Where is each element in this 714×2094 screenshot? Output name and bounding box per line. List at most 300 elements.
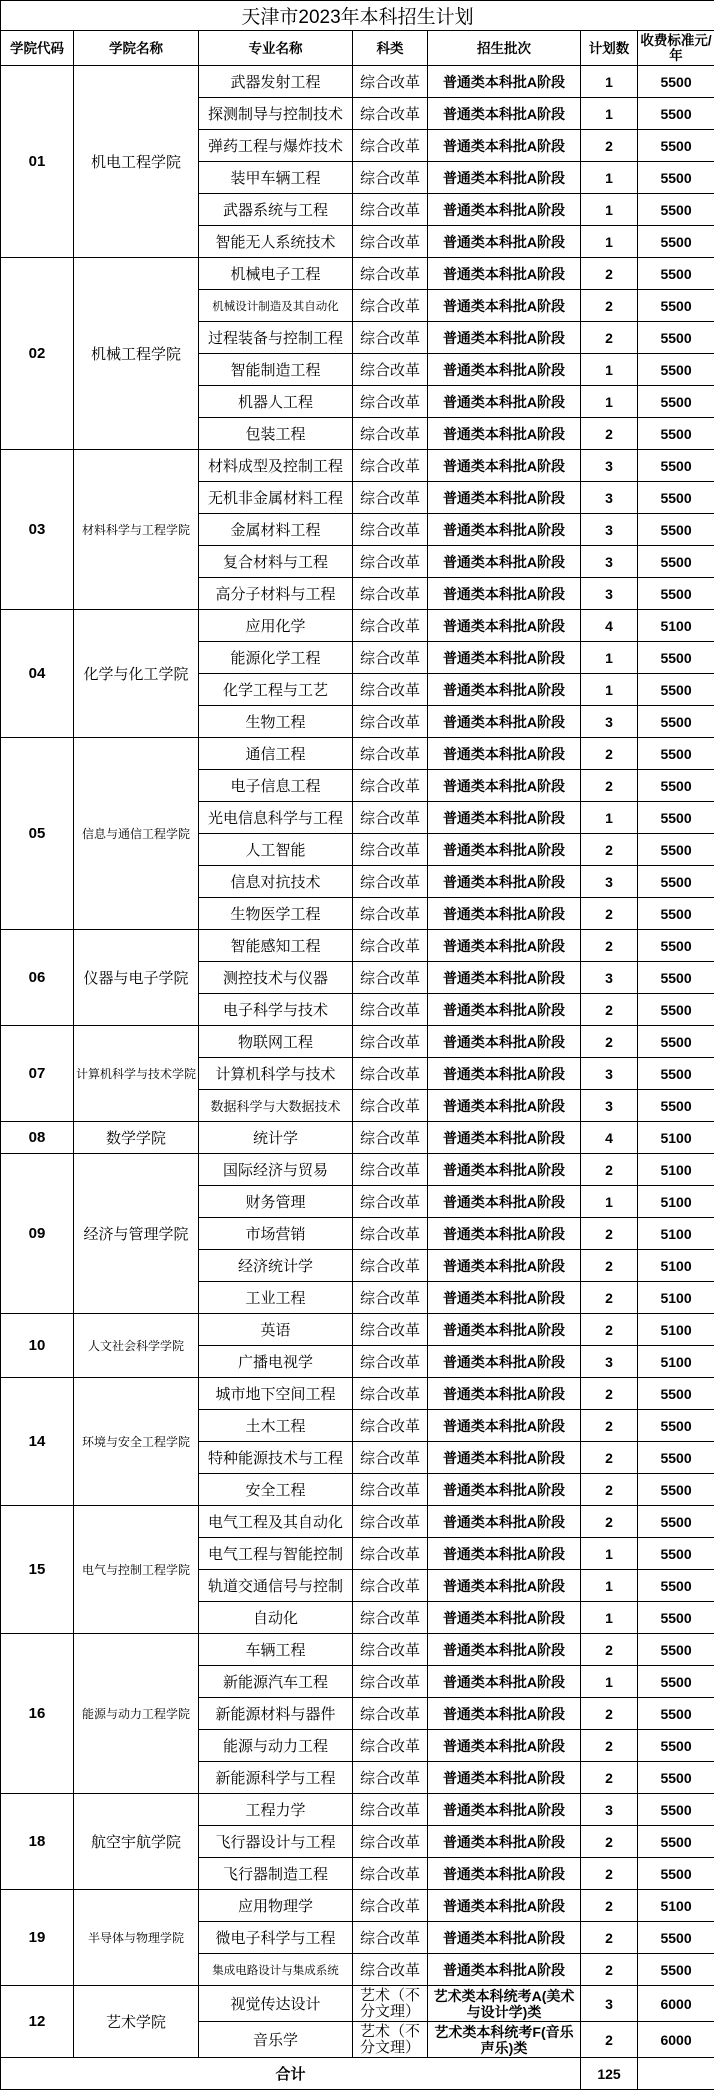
admission-batch: 普通类本科批A阶段 — [428, 1058, 581, 1090]
header-type: 科类 — [353, 31, 428, 66]
college-code: 12 — [1, 1986, 74, 2058]
plan-count: 1 — [581, 1570, 638, 1602]
subject-type: 综合改革 — [353, 1378, 428, 1410]
major-name: 英语 — [199, 1314, 353, 1346]
subject-type: 综合改革 — [353, 1730, 428, 1762]
major-name: 国际经济与贸易 — [199, 1154, 353, 1186]
major-name: 能源与动力工程 — [199, 1730, 353, 1762]
admission-batch: 普通类本科批A阶段 — [428, 418, 581, 450]
major-name: 车辆工程 — [199, 1634, 353, 1666]
admission-batch: 普通类本科批A阶段 — [428, 162, 581, 194]
tuition-fee: 5500 — [638, 194, 714, 226]
plan-count: 2 — [581, 770, 638, 802]
plan-count: 2 — [581, 994, 638, 1026]
subject-type: 综合改革 — [353, 1634, 428, 1666]
major-name: 智能无人系统技术 — [199, 226, 353, 258]
college-name: 艺术学院 — [74, 1986, 199, 2058]
plan-count: 3 — [581, 1794, 638, 1826]
admission-batch: 普通类本科批A阶段 — [428, 1410, 581, 1442]
admission-batch: 普通类本科批A阶段 — [428, 674, 581, 706]
subject-type: 综合改革 — [353, 1698, 428, 1730]
major-name: 通信工程 — [199, 738, 353, 770]
admission-batch: 普通类本科批A阶段 — [428, 962, 581, 994]
admission-batch: 普通类本科批A阶段 — [428, 1154, 581, 1186]
college-code: 08 — [1, 1122, 74, 1154]
major-name: 飞行器设计与工程 — [199, 1826, 353, 1858]
major-name: 自动化 — [199, 1602, 353, 1634]
major-name: 智能制造工程 — [199, 354, 353, 386]
plan-count: 2 — [581, 1026, 638, 1058]
tuition-fee: 5500 — [638, 1442, 714, 1474]
subject-type: 综合改革 — [353, 1442, 428, 1474]
plan-count: 2 — [581, 930, 638, 962]
plan-count: 2 — [581, 1858, 638, 1890]
major-name: 装甲车辆工程 — [199, 162, 353, 194]
college-code: 05 — [1, 738, 74, 930]
major-name: 弹药工程与爆炸技术 — [199, 130, 353, 162]
subject-type: 综合改革 — [353, 1666, 428, 1698]
college-code: 14 — [1, 1378, 74, 1506]
tuition-fee: 5500 — [638, 1698, 714, 1730]
admission-batch: 普通类本科批A阶段 — [428, 1858, 581, 1890]
admission-batch: 普通类本科批A阶段 — [428, 834, 581, 866]
plan-count: 3 — [581, 482, 638, 514]
plan-count: 2 — [581, 130, 638, 162]
plan-count: 1 — [581, 1602, 638, 1634]
plan-count: 1 — [581, 674, 638, 706]
tuition-fee: 5500 — [638, 386, 714, 418]
admission-batch: 普通类本科批A阶段 — [428, 1826, 581, 1858]
tuition-fee: 5500 — [638, 1602, 714, 1634]
subject-type: 综合改革 — [353, 98, 428, 130]
admission-batch: 普通类本科批A阶段 — [428, 930, 581, 962]
college-name: 能源与动力工程学院 — [74, 1634, 199, 1794]
plan-count: 1 — [581, 98, 638, 130]
plan-count: 2 — [581, 258, 638, 290]
subject-type: 综合改革 — [353, 1858, 428, 1890]
plan-count: 3 — [581, 546, 638, 578]
major-name: 广播电视学 — [199, 1346, 353, 1378]
plan-count: 3 — [581, 706, 638, 738]
tuition-fee: 5500 — [638, 802, 714, 834]
plan-count: 2 — [581, 1634, 638, 1666]
admission-batch: 普通类本科批A阶段 — [428, 994, 581, 1026]
subject-type: 综合改革 — [353, 642, 428, 674]
tuition-fee: 5500 — [638, 1474, 714, 1506]
major-name: 新能源科学与工程 — [199, 1762, 353, 1794]
page-title: 天津市2023年本科招生计划 — [1, 1, 714, 31]
subject-type: 综合改革 — [353, 962, 428, 994]
table-row — [1, 1026, 714, 1058]
subject-type: 综合改革 — [353, 1314, 428, 1346]
tuition-fee: 5500 — [638, 930, 714, 962]
major-name: 新能源汽车工程 — [199, 1666, 353, 1698]
tuition-fee: 5500 — [638, 98, 714, 130]
subject-type: 综合改革 — [353, 1218, 428, 1250]
plan-count: 4 — [581, 1122, 638, 1154]
college-name: 半导体与物理学院 — [74, 1890, 199, 1986]
tuition-fee: 5500 — [638, 514, 714, 546]
tuition-fee: 5500 — [638, 770, 714, 802]
tuition-fee: 5500 — [638, 1730, 714, 1762]
total-fee-empty — [638, 2058, 714, 2090]
major-name: 金属材料工程 — [199, 514, 353, 546]
tuition-fee: 5500 — [638, 1666, 714, 1698]
plan-count: 2 — [581, 1826, 638, 1858]
subject-type: 综合改革 — [353, 866, 428, 898]
college-name: 仪器与电子学院 — [74, 930, 199, 1026]
subject-type: 综合改革 — [353, 290, 428, 322]
major-name: 应用化学 — [199, 610, 353, 642]
header-row — [1, 31, 714, 66]
admission-batch: 普通类本科批A阶段 — [428, 578, 581, 610]
plan-count: 2 — [581, 834, 638, 866]
admission-batch: 普通类本科批A阶段 — [428, 1794, 581, 1826]
major-name: 生物工程 — [199, 706, 353, 738]
tuition-fee: 6000 — [638, 2022, 714, 2058]
admission-batch: 普通类本科批A阶段 — [428, 322, 581, 354]
subject-type: 综合改革 — [353, 994, 428, 1026]
subject-type: 综合改革 — [353, 386, 428, 418]
college-name: 人文社会科学学院 — [74, 1314, 199, 1378]
admission-batch: 普通类本科批A阶段 — [428, 258, 581, 290]
college-name: 机械工程学院 — [74, 258, 199, 450]
header-batch: 招生批次 — [428, 31, 581, 66]
major-name: 轨道交通信号与控制 — [199, 1570, 353, 1602]
major-name: 武器发射工程 — [199, 66, 353, 98]
tuition-fee: 5500 — [638, 450, 714, 482]
college-name: 材料科学与工程学院 — [74, 450, 199, 610]
college-code: 07 — [1, 1026, 74, 1122]
major-name: 电子科学与技术 — [199, 994, 353, 1026]
college-code: 10 — [1, 1314, 74, 1378]
college-name: 化学与化工学院 — [74, 610, 199, 738]
college-code: 04 — [1, 610, 74, 738]
plan-count: 3 — [581, 514, 638, 546]
subject-type: 综合改革 — [353, 1954, 428, 1986]
tuition-fee: 5500 — [638, 1090, 714, 1122]
subject-type: 综合改革 — [353, 898, 428, 930]
subject-type: 综合改革 — [353, 1346, 428, 1378]
plan-count: 2 — [581, 1410, 638, 1442]
admission-batch: 普通类本科批A阶段 — [428, 898, 581, 930]
tuition-fee: 5500 — [638, 1378, 714, 1410]
tuition-fee: 5500 — [638, 1058, 714, 1090]
major-name: 计算机科学与技术 — [199, 1058, 353, 1090]
tuition-fee: 5100 — [638, 1218, 714, 1250]
plan-count: 3 — [581, 450, 638, 482]
admission-batch: 普通类本科批A阶段 — [428, 98, 581, 130]
college-name: 环境与安全工程学院 — [74, 1378, 199, 1506]
tuition-fee: 5500 — [638, 1826, 714, 1858]
admission-batch: 普通类本科批A阶段 — [428, 1634, 581, 1666]
plan-count: 1 — [581, 66, 638, 98]
admission-batch: 普通类本科批A阶段 — [428, 290, 581, 322]
tuition-fee: 5500 — [638, 1858, 714, 1890]
plan-count: 2 — [581, 1250, 638, 1282]
plan-count: 3 — [581, 1986, 638, 2022]
table-row — [1, 1794, 714, 1826]
admission-batch: 普通类本科批A阶段 — [428, 1218, 581, 1250]
tuition-fee: 5500 — [638, 482, 714, 514]
plan-count: 2 — [581, 322, 638, 354]
subject-type: 综合改革 — [353, 1058, 428, 1090]
admission-batch: 普通类本科批A阶段 — [428, 1922, 581, 1954]
total-label: 合计 — [1, 2058, 581, 2090]
plan-count: 3 — [581, 962, 638, 994]
admission-batch: 普通类本科批A阶段 — [428, 1250, 581, 1282]
subject-type: 综合改革 — [353, 1474, 428, 1506]
subject-type: 综合改革 — [353, 1154, 428, 1186]
admission-batch: 普通类本科批A阶段 — [428, 1602, 581, 1634]
subject-type: 综合改革 — [353, 802, 428, 834]
major-name: 数据科学与大数据技术 — [199, 1090, 353, 1122]
plan-count: 1 — [581, 194, 638, 226]
tuition-fee: 5100 — [638, 1314, 714, 1346]
tuition-fee: 5500 — [638, 1634, 714, 1666]
admission-batch: 普通类本科批A阶段 — [428, 1570, 581, 1602]
major-name: 光电信息科学与工程 — [199, 802, 353, 834]
tuition-fee: 5500 — [638, 1794, 714, 1826]
subject-type: 综合改革 — [353, 1762, 428, 1794]
total-plan: 125 — [581, 2058, 638, 2090]
tuition-fee: 5500 — [638, 418, 714, 450]
college-code: 19 — [1, 1890, 74, 1986]
tuition-fee: 5500 — [638, 1570, 714, 1602]
plan-count: 1 — [581, 1538, 638, 1570]
admission-batch: 普通类本科批A阶段 — [428, 1346, 581, 1378]
tuition-fee: 5500 — [638, 1410, 714, 1442]
tuition-fee: 5100 — [638, 1250, 714, 1282]
major-name: 工程力学 — [199, 1794, 353, 1826]
admission-batch: 普通类本科批A阶段 — [428, 1122, 581, 1154]
major-name: 复合材料与工程 — [199, 546, 353, 578]
subject-type: 综合改革 — [353, 418, 428, 450]
plan-count: 3 — [581, 866, 638, 898]
admission-batch: 普通类本科批A阶段 — [428, 1698, 581, 1730]
major-name: 微电子科学与工程 — [199, 1922, 353, 1954]
subject-type: 艺术（不分文理） — [353, 2022, 428, 2058]
admission-batch: 普通类本科批A阶段 — [428, 1026, 581, 1058]
table-row — [1, 1506, 714, 1538]
major-name: 机械电子工程 — [199, 258, 353, 290]
major-name: 城市地下空间工程 — [199, 1378, 353, 1410]
header-major: 专业名称 — [199, 31, 353, 66]
tuition-fee: 5100 — [638, 1890, 714, 1922]
table-row — [1, 66, 714, 98]
college-name: 机电工程学院 — [74, 66, 199, 258]
tuition-fee: 5500 — [638, 674, 714, 706]
plan-count: 1 — [581, 1666, 638, 1698]
subject-type: 综合改革 — [353, 1538, 428, 1570]
tuition-fee: 5100 — [638, 610, 714, 642]
plan-count: 3 — [581, 578, 638, 610]
subject-type: 综合改革 — [353, 546, 428, 578]
header-plan: 计划数 — [581, 31, 638, 66]
plan-count: 2 — [581, 1378, 638, 1410]
plan-count: 2 — [581, 1730, 638, 1762]
header-college: 学院名称 — [74, 31, 199, 66]
plan-count: 2 — [581, 290, 638, 322]
admission-batch: 普通类本科批A阶段 — [428, 770, 581, 802]
subject-type: 综合改革 — [353, 258, 428, 290]
admission-batch: 艺术类本科统考F(音乐声乐)类 — [428, 2022, 581, 2058]
header-code: 学院代码 — [1, 31, 74, 66]
admission-batch: 普通类本科批A阶段 — [428, 482, 581, 514]
tuition-fee: 5100 — [638, 1122, 714, 1154]
subject-type: 综合改革 — [353, 194, 428, 226]
subject-type: 综合改革 — [353, 1250, 428, 1282]
plan-count: 2 — [581, 1506, 638, 1538]
header-fee: 收费标准元/年 — [638, 31, 714, 66]
tuition-fee: 5100 — [638, 1346, 714, 1378]
admission-batch: 普通类本科批A阶段 — [428, 1090, 581, 1122]
plan-count: 2 — [581, 1762, 638, 1794]
tuition-fee: 5500 — [638, 1922, 714, 1954]
admission-batch: 普通类本科批A阶段 — [428, 1538, 581, 1570]
subject-type: 艺术（不分文理） — [353, 1986, 428, 2022]
admission-batch: 普通类本科批A阶段 — [428, 1314, 581, 1346]
subject-type: 综合改革 — [353, 482, 428, 514]
major-name: 能源化学工程 — [199, 642, 353, 674]
table-row — [1, 258, 714, 290]
college-name: 信息与通信工程学院 — [74, 738, 199, 930]
admission-batch: 普通类本科批A阶段 — [428, 1474, 581, 1506]
major-name: 工业工程 — [199, 1282, 353, 1314]
admission-batch: 普通类本科批A阶段 — [428, 1954, 581, 1986]
tuition-fee: 5500 — [638, 578, 714, 610]
tuition-fee: 5500 — [638, 834, 714, 866]
plan-count: 1 — [581, 354, 638, 386]
admission-batch: 普通类本科批A阶段 — [428, 1666, 581, 1698]
tuition-fee: 5500 — [638, 354, 714, 386]
subject-type: 综合改革 — [353, 1506, 428, 1538]
plan-count: 2 — [581, 418, 638, 450]
subject-type: 综合改革 — [353, 930, 428, 962]
admission-batch: 普通类本科批A阶段 — [428, 1762, 581, 1794]
subject-type: 综合改革 — [353, 450, 428, 482]
major-name: 机械设计制造及其自动化 — [199, 290, 353, 322]
major-name: 统计学 — [199, 1122, 353, 1154]
table-row — [1, 610, 714, 642]
tuition-fee: 5100 — [638, 1282, 714, 1314]
plan-count: 2 — [581, 1442, 638, 1474]
plan-count: 1 — [581, 802, 638, 834]
subject-type: 综合改革 — [353, 1794, 428, 1826]
admission-batch: 普通类本科批A阶段 — [428, 738, 581, 770]
major-name: 高分子材料与工程 — [199, 578, 353, 610]
table-row — [1, 1634, 714, 1666]
admission-batch: 普通类本科批A阶段 — [428, 1378, 581, 1410]
tuition-fee: 5500 — [638, 1954, 714, 1986]
plan-count: 2 — [581, 1922, 638, 1954]
table-row — [1, 1890, 714, 1922]
tuition-fee: 5500 — [638, 226, 714, 258]
tuition-fee: 5500 — [638, 1538, 714, 1570]
major-name: 物联网工程 — [199, 1026, 353, 1058]
subject-type: 综合改革 — [353, 1826, 428, 1858]
plan-count: 1 — [581, 162, 638, 194]
plan-count: 1 — [581, 1186, 638, 1218]
college-code: 01 — [1, 66, 74, 258]
plan-count: 4 — [581, 610, 638, 642]
subject-type: 综合改革 — [353, 130, 428, 162]
admission-batch: 普通类本科批A阶段 — [428, 546, 581, 578]
major-name: 化学工程与工艺 — [199, 674, 353, 706]
major-name: 无机非金属材料工程 — [199, 482, 353, 514]
plan-count: 2 — [581, 1282, 638, 1314]
major-name: 音乐学 — [199, 2022, 353, 2058]
admission-batch: 普通类本科批A阶段 — [428, 1282, 581, 1314]
plan-count: 3 — [581, 1346, 638, 1378]
major-name: 生物医学工程 — [199, 898, 353, 930]
subject-type: 综合改革 — [353, 322, 428, 354]
college-code: 16 — [1, 1634, 74, 1794]
admission-batch: 普通类本科批A阶段 — [428, 1442, 581, 1474]
tuition-fee: 5500 — [638, 706, 714, 738]
plan-count: 2 — [581, 898, 638, 930]
admission-batch: 普通类本科批A阶段 — [428, 354, 581, 386]
college-name: 数学学院 — [74, 1122, 199, 1154]
subject-type: 综合改革 — [353, 1090, 428, 1122]
table-row — [1, 1986, 714, 2022]
major-name: 财务管理 — [199, 1186, 353, 1218]
tuition-fee: 5500 — [638, 162, 714, 194]
tuition-fee: 5500 — [638, 546, 714, 578]
tuition-fee: 5100 — [638, 1186, 714, 1218]
subject-type: 综合改革 — [353, 1890, 428, 1922]
major-name: 市场营销 — [199, 1218, 353, 1250]
plan-count: 3 — [581, 1090, 638, 1122]
admission-batch: 普通类本科批A阶段 — [428, 642, 581, 674]
subject-type: 综合改革 — [353, 66, 428, 98]
college-code: 09 — [1, 1154, 74, 1314]
table-row — [1, 1154, 714, 1186]
major-name: 集成电路设计与集成系统 — [199, 1954, 353, 1986]
admission-batch: 普通类本科批A阶段 — [428, 866, 581, 898]
admission-batch: 普通类本科批A阶段 — [428, 514, 581, 546]
subject-type: 综合改革 — [353, 1282, 428, 1314]
admission-batch: 普通类本科批A阶段 — [428, 706, 581, 738]
tuition-fee: 5500 — [638, 642, 714, 674]
subject-type: 综合改革 — [353, 770, 428, 802]
subject-type: 综合改革 — [353, 834, 428, 866]
major-name: 测控技术与仪器 — [199, 962, 353, 994]
admission-batch: 普通类本科批A阶段 — [428, 450, 581, 482]
tuition-fee: 5500 — [638, 130, 714, 162]
tuition-fee: 5500 — [638, 322, 714, 354]
subject-type: 综合改革 — [353, 738, 428, 770]
subject-type: 综合改革 — [353, 1602, 428, 1634]
major-name: 机器人工程 — [199, 386, 353, 418]
college-code: 02 — [1, 258, 74, 450]
plan-count: 2 — [581, 1314, 638, 1346]
subject-type: 综合改革 — [353, 1570, 428, 1602]
subject-type: 综合改革 — [353, 1186, 428, 1218]
plan-count: 2 — [581, 1474, 638, 1506]
table-row — [1, 1314, 714, 1346]
plan-count: 2 — [581, 1154, 638, 1186]
tuition-fee: 5500 — [638, 866, 714, 898]
major-name: 电气工程与智能控制 — [199, 1538, 353, 1570]
plan-count: 1 — [581, 226, 638, 258]
plan-count: 2 — [581, 1890, 638, 1922]
college-code: 03 — [1, 450, 74, 610]
table-row — [1, 930, 714, 962]
plan-count: 2 — [581, 1954, 638, 1986]
subject-type: 综合改革 — [353, 514, 428, 546]
subject-type: 综合改革 — [353, 354, 428, 386]
